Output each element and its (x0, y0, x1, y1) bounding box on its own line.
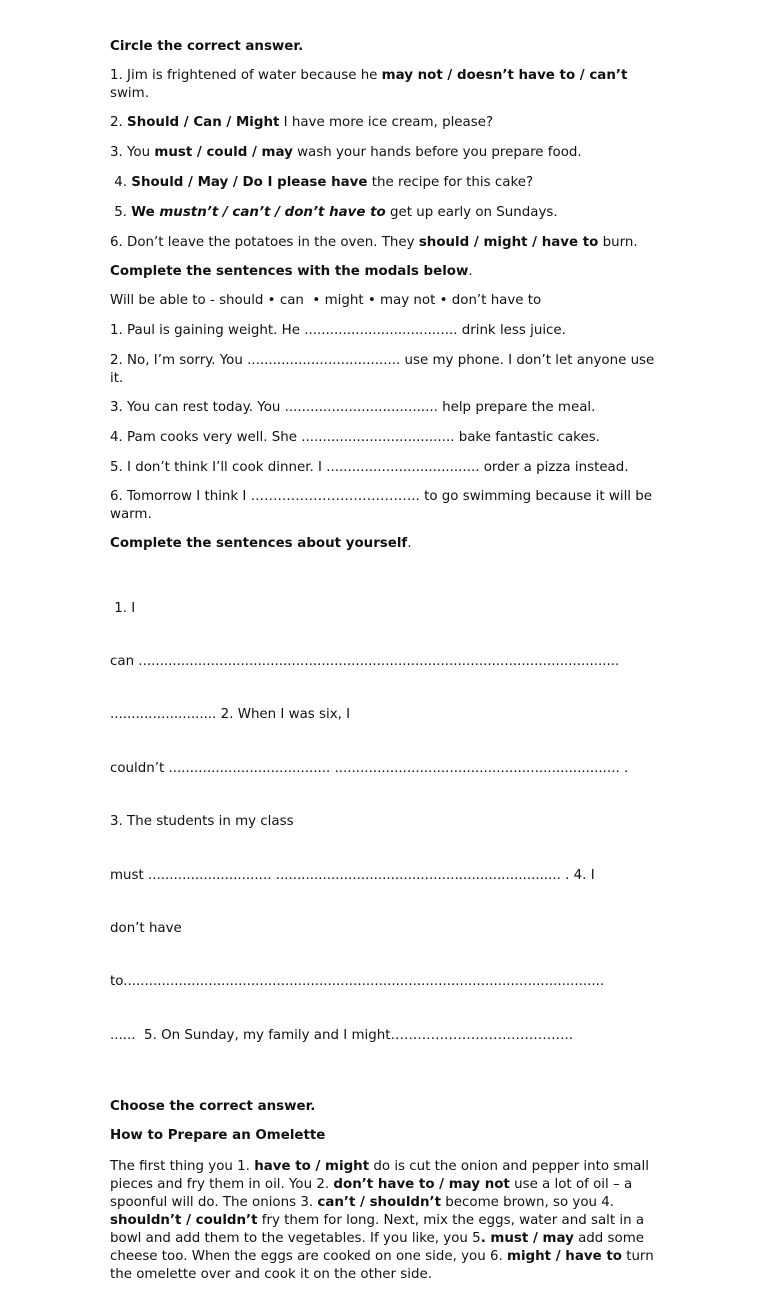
question-text: 4. (110, 175, 132, 190)
yourself-line: don’t have (110, 920, 182, 936)
worksheet-page (110, 38, 660, 1296)
yourself-line: to................................................................................................................. (110, 974, 605, 990)
question-text: 1. Jim is frightened of water because he (110, 68, 382, 83)
passage-text: use a lot of oil – a spoonful will do. The onions 3. (110, 1177, 633, 1211)
question-text: 6. Don’t leave the potatoes in the oven. They (110, 235, 419, 250)
passage-answer-options: might / have to (507, 1249, 622, 1265)
passage-answer-options: don’t have to / may not (333, 1177, 510, 1193)
section-heading-modals (110, 263, 660, 281)
section-heading-circle: Circle the correct answer. (110, 39, 304, 54)
answer-options-italic: mustn’t / can’t / don’t have to (159, 205, 386, 220)
question-4 (110, 174, 660, 192)
fill-sentence-1: 1. Paul is gaining weight. He .................................... drink less juice. (110, 323, 566, 338)
passage-answer-options: . must / may (480, 1231, 574, 1247)
heading-punct: . (468, 264, 473, 279)
question-text: burn. (598, 235, 638, 250)
answer-options: We (131, 205, 160, 220)
question-text: swim. (110, 86, 149, 101)
answer-options: must / could / may (154, 145, 293, 160)
answer-options: Should / May / Do I please have (131, 175, 368, 190)
question-text: wash your hands before you prepare food. (292, 145, 582, 160)
question-text: 2. (110, 115, 128, 130)
passage-text: add some cheese too. When the eggs are cooked on one side, you 6. (110, 1231, 644, 1265)
yourself-line: can ................................................................................................................. (110, 653, 620, 669)
yourself-line: 3. The students in my class (110, 814, 294, 830)
passage-answer-options: can’t / shouldn’t (317, 1195, 442, 1211)
passage-text: turn the omelette over and cook it on the other side. (110, 1249, 654, 1283)
question-text: 5. (110, 205, 132, 220)
fill-sentence-3: 3. You can rest today. You .................................... help prepare the meal. (110, 400, 596, 415)
fill-sentence-2: 2. No, I’m sorry. You .................................... use my phone. I don’t let anyone use it. (110, 353, 655, 386)
fill-sentence-6: 6. Tomorrow I think I ……………………………….. to go swimming because it will be warm. (110, 489, 653, 522)
question-text: the recipe for this cake? (367, 175, 534, 190)
yourself-line: must ............................. ................................................................... . 4. I (110, 867, 595, 883)
heading-punct: . (407, 536, 412, 551)
question-2 (110, 114, 660, 132)
fill-sentence-4: 4. Pam cooks very well. She .................................... bake fantastic cakes. (110, 430, 600, 445)
passage-text: The first thing you 1. (110, 1159, 255, 1175)
yourself-block (110, 564, 660, 1080)
modals-list: Will be able to - should • can • might • may not • don’t have to (110, 293, 542, 308)
omelette-passage (110, 1158, 660, 1284)
answer-options: may not / doesn’t have to / can’t (381, 68, 628, 83)
yourself-line: ...... 5. On Sunday, my family and I might………………………………….. (110, 1027, 574, 1043)
fill-sentence-5: 5. I don’t think I’ll cook dinner. I .................................... order a pizza instead. (110, 460, 629, 475)
passage-text: do is cut the onion and pepper into small pieces and fry them in oil. You 2. (110, 1159, 649, 1193)
question-6 (110, 234, 660, 252)
question-5 (110, 204, 660, 222)
passage-title: How to Prepare an Omelette (110, 1128, 326, 1144)
question-3 (110, 144, 660, 162)
passage-answer-options: have to / might (254, 1159, 370, 1175)
passage-text: become brown, so you 4. (441, 1195, 615, 1211)
section-heading-choose: Choose the correct answer. (110, 1099, 316, 1115)
heading-text: Complete the sentences about yourself (110, 536, 408, 551)
passage-answer-options: shouldn’t / couldn’t (110, 1213, 258, 1229)
question-text: I have more ice cream, please? (279, 115, 494, 130)
question-text: 3. You (110, 145, 155, 160)
section-heading-yourself (110, 535, 660, 553)
answer-options: Should / Can / Might (127, 115, 280, 130)
question-text: get up early on Sundays. (385, 205, 558, 220)
yourself-line: couldn’t ...................................... ................................................................... . (110, 760, 629, 776)
heading-text: Complete the sentences with the modals below (110, 264, 469, 279)
passage-text: fry them for long. Next, mix the eggs, water and salt in a bowl and add them to the vegetables. If you like, you 5 (110, 1213, 645, 1247)
yourself-line: 1. I (110, 600, 136, 616)
answer-options: should / might / have to (418, 235, 599, 250)
yourself-line: ......................... 2. When I was six, I (110, 707, 351, 723)
question-1 (110, 67, 660, 103)
